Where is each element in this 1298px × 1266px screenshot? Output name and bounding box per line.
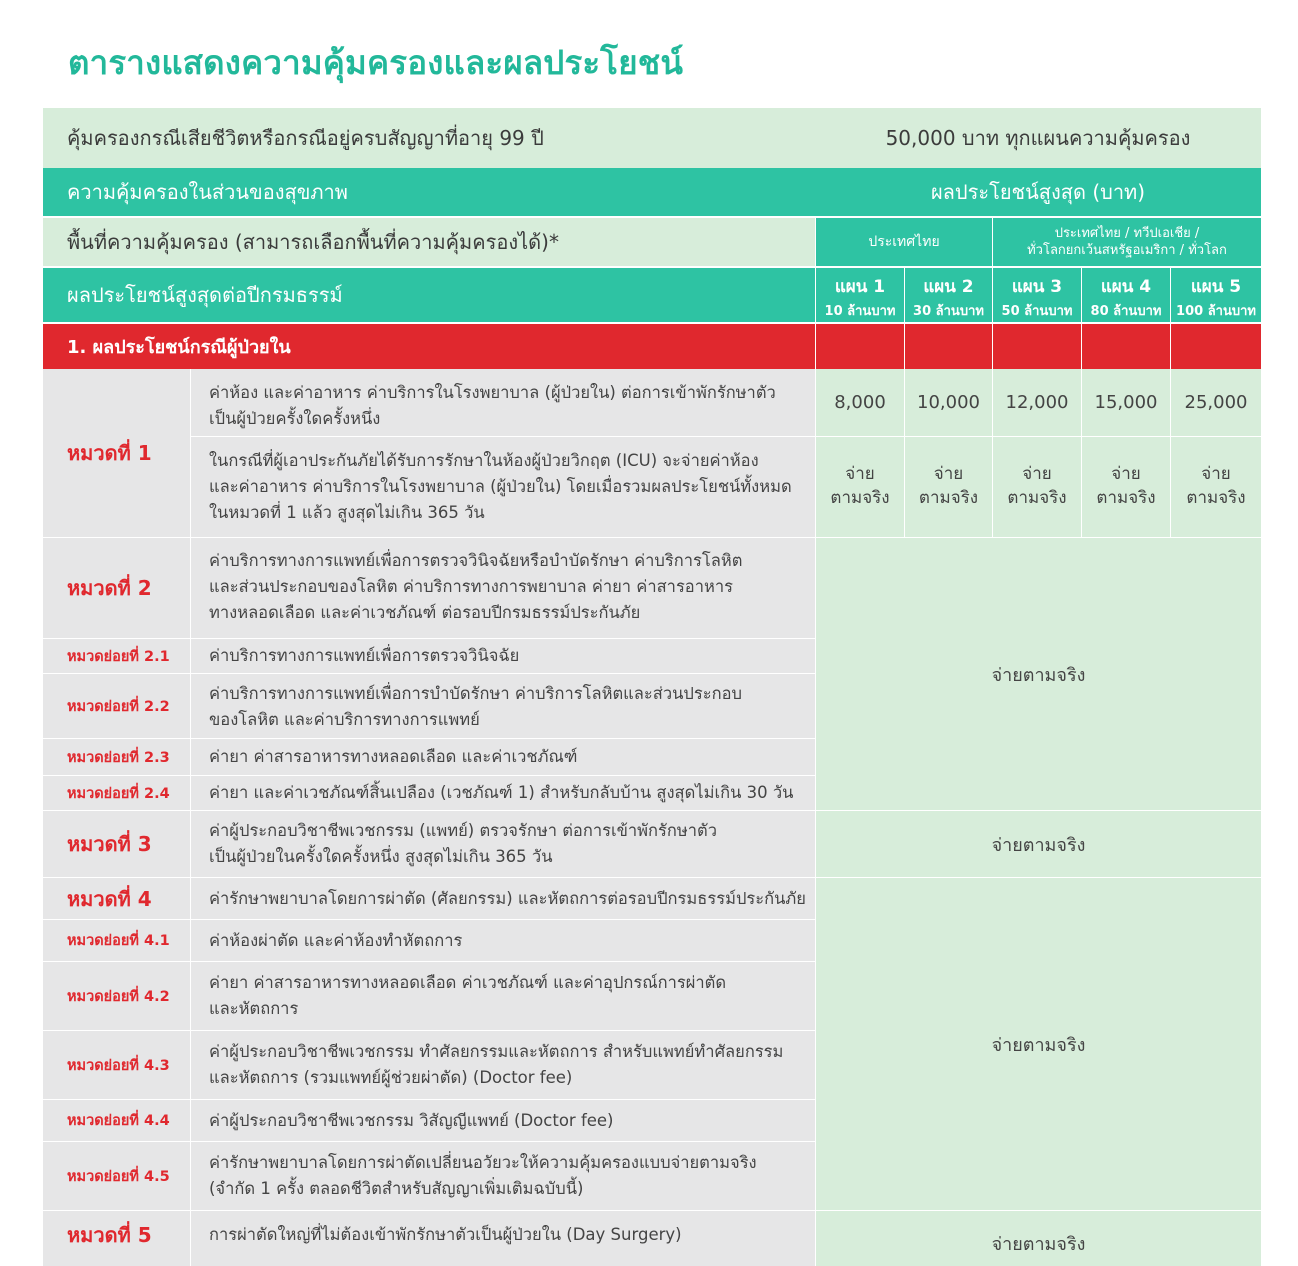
divider (992, 268, 993, 537)
category-2-benefit: จ่ายตามจริง (991, 664, 1086, 686)
category-3-desc-line1: ค่าผู้ประกอบวิชาชีพเวชกรรม (แพทย์) ตรวจรักษา ต่อการเข้าพักรักษาตัว (209, 821, 717, 840)
page-title: ตารางแสดงความคุ้มครองและผลประโยชน์ (68, 43, 684, 82)
section-inpatient-header (43, 324, 1261, 369)
max-benefit-label: ผลประโยชน์สูงสุด (บาท) (930, 180, 1146, 204)
category-3-benefit: จ่ายตามจริง (991, 834, 1086, 856)
category-1-icu-plan-4 (1082, 437, 1170, 537)
category-4-desc: ค่ารักษาพยาบาลโดยการผ่าตัด (ศัลยกรรม) และหัตถการต่อรอบปีกรมธรรม์ประกันภัย (209, 888, 806, 908)
coverage-area-label: พื้นที่ความคุ้มครอง (สามารถเลือกพื้นที่ความคุ้มครองได้)* (67, 230, 559, 254)
area-worldwide (993, 218, 1261, 266)
area-worldwide-line2: ทั่วโลกยกเว้นสหรัฐอเมริกา / ทั่วโลก (1027, 243, 1227, 258)
annual-max-label: ผลประโยชน์สูงสุดต่อปีกรมธรรม์ (67, 283, 343, 307)
plan-5-limit: 100 ล้านบาท (1176, 304, 1256, 319)
category-5-desc: การผ่าตัดใหญ่ที่ไม่ต้องเข้าพักรักษาตัวเป็นผู้ป่วยใน (Day Surgery) (209, 1225, 682, 1244)
icu-plan-1-line1: จ่าย (845, 464, 875, 484)
subcategory-2-2-desc-line2: ของโลหิต และค่าบริการทางการแพทย์ (209, 710, 480, 729)
divider (43, 322, 1261, 323)
subcategory-2-3-label: หมวดย่อยที่ 2.3 (67, 749, 170, 766)
category-2-label: หมวดที่ 2 (67, 576, 152, 600)
category-2-desc-line2: และส่วนประกอบของโลหิต ค่าบริการทางการพยาบาล ค่ายา ค่าสารอาหาร (209, 577, 733, 596)
subcategory-4-5-label: หมวดย่อยที่ 4.5 (67, 1168, 170, 1185)
subcategory-4-2-desc-line2: และหัตถการ (209, 999, 299, 1018)
category-2-desc-line1: ค่าบริการทางการแพทย์เพื่อการตรวจวินิจฉัยหรือบำบัดรักษา ค่าบริการโลหิต (209, 551, 743, 570)
death-coverage-row (43, 108, 1261, 168)
category-3-desc-line2: เป็นผู้ป่วยในครั้งใดครั้งหนึ่ง สูงสุดไม่เกิน 365 วัน (209, 847, 553, 866)
plan-4-name: แผน 4 (1100, 277, 1152, 297)
divider (43, 877, 1261, 878)
health-coverage-header (43, 168, 1261, 216)
icu-plan-2-line1: จ่าย (933, 464, 964, 484)
divider (43, 266, 1261, 267)
subcategory-4-5-desc-line2: (จำกัด 1 ครั้ง ตลอดชีวิตสำหรับสัญญาเพิ่มเติมฉบับนี้) (209, 1179, 584, 1198)
category-1-icu-plan-5 (1171, 437, 1261, 537)
divider (190, 369, 191, 1266)
plan-3-limit: 50 ล้านบาท (1001, 304, 1073, 319)
plan-5-header (1171, 268, 1261, 322)
plan-4-header (1082, 268, 1170, 322)
section-inpatient-label: 1. ผลประโยชน์กรณีผู้ป่วยใน (67, 337, 291, 358)
category-5-benefit: จ่ายตามจริง (991, 1234, 1086, 1255)
icu-plan-4-line2: ตามจริง (1096, 488, 1156, 508)
category-1-room-desc-line1: ค่าห้อง และค่าอาหาร ค่าบริการในโรงพยาบาล (ผู้ป่วยใน) ต่อการเข้าพักรักษาตัว (209, 383, 776, 402)
divider (43, 1141, 815, 1142)
subcategory-2-1-label: หมวดย่อยที่ 2.1 (67, 648, 170, 665)
subcategory-2-2-desc (190, 681, 815, 733)
plan-4-limit: 80 ล้านบาท (1090, 304, 1162, 319)
icu-plan-4-line1: จ่าย (1111, 464, 1141, 484)
subcategory-2-2-label: หมวดย่อยที่ 2.2 (67, 698, 170, 715)
category-1-room-plan-4: 15,000 (1094, 392, 1158, 413)
plan-2-header (905, 268, 992, 322)
plan-1-header (816, 268, 904, 322)
icu-plan-1-line2: ตามจริง (830, 488, 890, 508)
plan-2-name: แผน 2 (923, 277, 974, 297)
subcategory-4-2-label: หมวดย่อยที่ 4.2 (67, 988, 170, 1005)
category-1-room-plan-2: 10,000 (917, 392, 980, 413)
divider (43, 1210, 1261, 1211)
category-2-desc-line3: ทางหลอดเลือด และค่าเวชภัณฑ์ ต่อรอบปีกรมธรรม์ประกันภัย (209, 603, 641, 622)
category-1-icu-desc-line2: และค่าอาหาร ค่าบริการในโรงพยาบาล (ผู้ป่วยใน) โดยเมื่อรวมผลประโยชน์ทั้งหมด (209, 477, 792, 496)
divider (43, 810, 1261, 811)
icu-plan-3-line1: จ่าย (1022, 464, 1052, 484)
category-2-desc (190, 548, 815, 626)
category-1-icu-plan-1 (816, 437, 904, 537)
subcategory-4-4-desc: ค่าผู้ประกอบวิชาชีพเวชกรรม วิสัญญีแพทย์ (Doctor fee) (209, 1110, 614, 1130)
category-5-label: หมวดที่ 5 (67, 1223, 152, 1247)
category-1-icu-desc-line1: ในกรณีที่ผู้เอาประกันภัยได้รับการรักษาในห้องผู้ป่วยวิกฤต (ICU) จะจ่ายค่าห้อง (209, 451, 759, 470)
category-1-label: หมวดที่ 1 (67, 441, 152, 465)
subcategory-4-2-desc-line1: ค่ายา ค่าสารอาหารทางหลอดเลือด ค่าเวชภัณฑ์ และค่าอุปกรณ์การผ่าตัด (209, 973, 727, 992)
divider (43, 775, 815, 776)
subcategory-4-2-desc (190, 970, 815, 1022)
category-1-room-plan-3: 12,000 (1005, 392, 1069, 413)
subcategory-4-3-desc-line2: และหัตถการ (รวมแพทย์ผู้ช่วยผ่าตัด) (Doctor fee) (209, 1068, 573, 1087)
icu-plan-5-line1: จ่าย (1201, 464, 1231, 484)
divider (43, 638, 815, 639)
category-3-desc (190, 818, 815, 870)
area-worldwide-line1: ประเทศไทย / ทวีปเอเชีย / (1054, 226, 1200, 241)
divider (815, 218, 816, 1266)
divider (43, 673, 815, 674)
divider (43, 1030, 815, 1031)
icu-plan-3-line2: ตามจริง (1007, 488, 1067, 508)
category-1-icu-plan-2 (905, 437, 992, 537)
divider (43, 216, 1261, 217)
death-coverage-value: 50,000 บาท ทุกแผนความคุ้มครอง (885, 126, 1191, 150)
subcategory-4-4-label: หมวดย่อยที่ 4.4 (67, 1113, 170, 1129)
health-coverage-label: ความคุ้มครองในส่วนของสุขภาพ (67, 180, 348, 204)
divider (1170, 268, 1171, 537)
subcategory-4-3-label: หมวดย่อยที่ 4.3 (67, 1057, 170, 1074)
divider (43, 537, 1261, 538)
subcategory-2-4-label: หมวดย่อยที่ 2.4 (67, 785, 170, 802)
plan-2-limit: 30 ล้านบาท (913, 304, 984, 319)
plan-3-header (993, 268, 1081, 322)
subcategory-2-4-desc: ค่ายา และค่าเวชภัณฑ์สิ้นเปลือง (เวชภัณฑ์ 1) สำหรับกลับบ้าน สูงสุดไม่เกิน 30 วัน (209, 783, 794, 802)
plan-3-name: แผน 3 (1011, 277, 1063, 297)
annual-max-row (43, 268, 815, 322)
divider (43, 919, 815, 920)
icu-plan-5-line2: ตามจริง (1186, 488, 1246, 508)
subcategory-4-1-label: หมวดย่อยที่ 4.1 (67, 933, 170, 949)
icu-plan-2-line2: ตามจริง (918, 488, 979, 508)
category-1-room-desc (190, 380, 815, 432)
divider (190, 436, 1261, 437)
category-3-label: หมวดที่ 3 (67, 832, 152, 856)
divider (904, 268, 905, 537)
category-1-room-plan-1: 8,000 (834, 392, 886, 413)
category-1-icu-desc (190, 448, 815, 526)
subcategory-2-1-desc: ค่าบริการทางการแพทย์เพื่อการตรวจวินิจฉัย (209, 646, 520, 665)
category-4-benefit: จ่ายตามจริง (991, 1034, 1086, 1056)
category-1-icu-desc-line3: ในหมวดที่ 1 แล้ว สูงสุดไม่เกิน 365 วัน (209, 503, 485, 522)
subcategory-4-5-desc (190, 1150, 815, 1202)
category-1-room-desc-line2: เป็นผู้ป่วยครั้งใดครั้งหนึ่ง (209, 409, 381, 428)
divider (43, 1099, 815, 1100)
subcategory-4-5-desc-line1: ค่ารักษาพยาบาลโดยการผ่าตัดเปลี่ยนอวัยวะให้ความคุ้มครองแบบจ่ายตามจริง (209, 1153, 757, 1172)
subcategory-4-3-desc (190, 1039, 815, 1091)
subcategory-2-2-desc-line1: ค่าบริการทางการแพทย์เพื่อการบำบัดรักษา ค่าบริการโลหิตและส่วนประกอบ (209, 684, 742, 703)
subcategory-4-3-desc-line1: ค่าผู้ประกอบวิชาชีพเวชกรรม ทำศัลยกรรมและหัตถการ สำหรับแพทย์ทำศัลยกรรม (209, 1042, 784, 1061)
death-coverage-label: คุ้มครองกรณีเสียชีวิตหรือกรณีอยู่ครบสัญญาที่อายุ 99 ปี (67, 126, 544, 150)
divider (1081, 268, 1082, 537)
divider (43, 738, 815, 739)
divider (43, 961, 815, 962)
category-1-icu-plan-3 (993, 437, 1081, 537)
subcategory-4-1-desc: ค่าห้องผ่าตัด และค่าห้องทำหัตถการ (209, 930, 463, 950)
category-4-label: หมวดที่ 4 (67, 886, 152, 911)
plan-5-name: แผน 5 (1190, 277, 1242, 297)
divider (992, 218, 993, 266)
plan-1-name: แผน 1 (834, 277, 886, 297)
subcategory-2-3-desc: ค่ายา ค่าสารอาหารทางหลอดเลือด และค่าเวชภัณฑ์ (209, 747, 578, 766)
plan-1-limit: 10 ล้านบาท (824, 304, 896, 319)
area-thailand: ประเทศไทย (816, 218, 992, 266)
category-1-room-plan-5: 25,000 (1184, 392, 1248, 413)
coverage-area-row (43, 218, 815, 266)
